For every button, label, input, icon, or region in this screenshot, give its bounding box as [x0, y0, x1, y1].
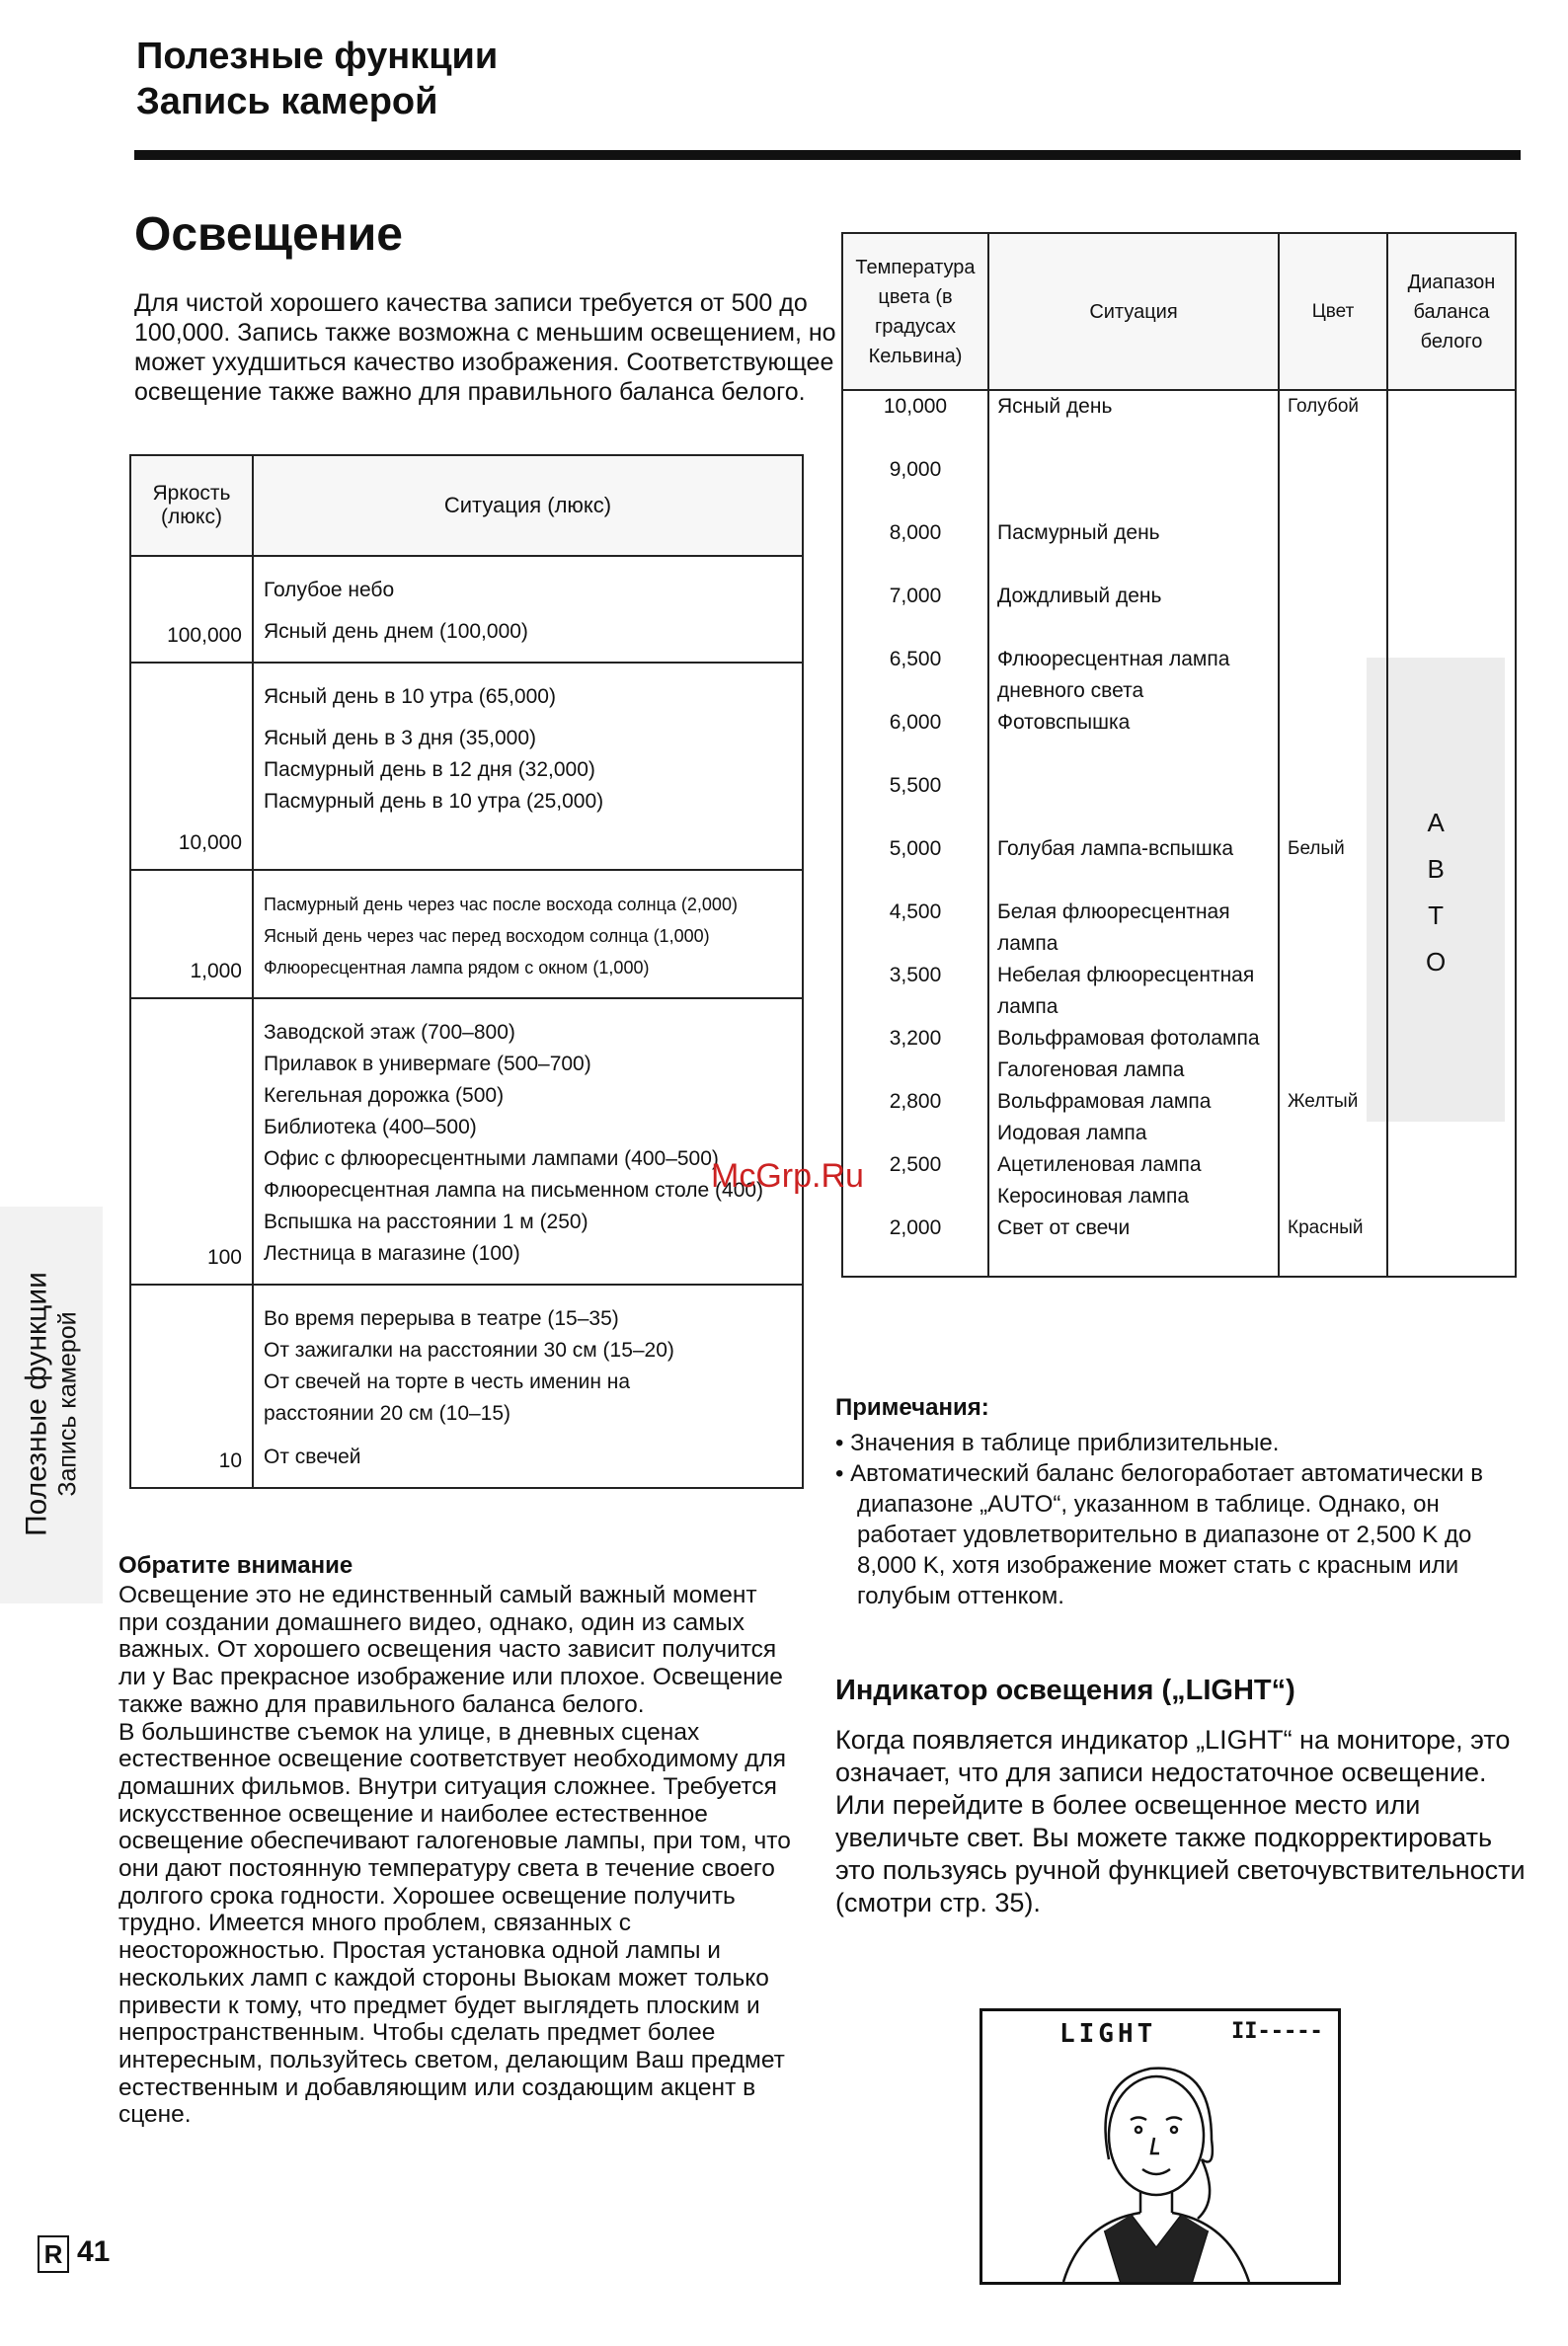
situation-line: Офис с флюоресцентными лампами (400–500) — [264, 1147, 719, 1170]
lux-value: 1,000 — [130, 870, 253, 998]
situation-line: Ясный день в 10 утра (65,000) — [264, 685, 556, 708]
color-value — [1279, 581, 1387, 644]
temperature-value: 8,000 — [842, 517, 988, 581]
attention-text — [118, 1582, 800, 2129]
table-row — [130, 870, 803, 998]
temperature-value: 10,000 — [842, 390, 988, 454]
person-drawing — [982, 2011, 1338, 2282]
temperature-value: 2,500 — [842, 1149, 988, 1212]
range-cell — [1387, 517, 1516, 581]
table-row — [842, 581, 1516, 644]
side-tab-label — [21, 1272, 83, 1536]
intro-paragraph: Для чистой хорошего качества записи требуется от 500 до 100,000. Запись также возможна с меньшим освещением, но может ухудшиться качество изображения. Соответствующее освещение также важно для правильного баланса белого. — [134, 289, 836, 406]
table-row — [842, 1023, 1516, 1086]
indicator-title: Индикатор освещения („LIGHT“) — [835, 1675, 1295, 1706]
color-value — [1279, 517, 1387, 581]
situation-line: От зажигалки на расстоянии 30 см (15–20) — [264, 1339, 674, 1362]
color-value: Белый — [1279, 833, 1387, 897]
table-row — [842, 1212, 1516, 1277]
situation-line: Ясный день через час перед восходом солнца (1,000) — [264, 926, 710, 946]
kelvin-situation-value: Вольфрамовая фотолампа Галогеновая лампа — [988, 1023, 1279, 1086]
lux-header: Яркость (люкс) — [130, 455, 253, 556]
color-value — [1279, 454, 1387, 517]
range-cell — [1387, 390, 1516, 454]
kelvin-situation-value: Ацетиленовая лампа Керосиновая лампа — [988, 1149, 1279, 1212]
header-line-2: Запись камерой — [136, 81, 438, 122]
situation-cell — [253, 870, 803, 998]
kelvin-situation-value: Ясный день — [988, 390, 1279, 454]
situation-cell — [253, 1285, 803, 1488]
range-header: Диапазон баланса белого — [1387, 233, 1516, 390]
temperature-value: 6,000 — [842, 707, 988, 770]
temperature-value: 3,500 — [842, 960, 988, 1023]
range-cell — [1387, 1149, 1516, 1212]
range-cell — [1387, 833, 1516, 897]
table-row — [130, 998, 803, 1285]
side-tab-line-1: Полезные функции — [20, 1272, 53, 1536]
situation-line: От свечей — [264, 1446, 361, 1468]
temperature-value: 2,800 — [842, 1086, 988, 1149]
header-line-1: Полезные функции — [136, 36, 499, 77]
table-row — [842, 707, 1516, 770]
situation-line: Кегельная дорожка (500) — [264, 1084, 505, 1107]
temperature-value: 2,000 — [842, 1212, 988, 1277]
color-value — [1279, 897, 1387, 960]
color-value: Красный — [1279, 1212, 1387, 1277]
note-item: • Значения в таблице приблизительные. — [835, 1430, 1280, 1456]
color-value — [1279, 707, 1387, 770]
range-cell — [1387, 1023, 1516, 1086]
table-row — [842, 833, 1516, 897]
situation-line: Флюоресцентная лампа рядом с окном (1,000) — [264, 958, 650, 978]
situation-line: Библиотека (400–500) — [264, 1116, 477, 1138]
temperature-value: 7,000 — [842, 581, 988, 644]
situation-line: Ясный день днем (100,000) — [264, 620, 528, 643]
language-mark: R — [38, 2235, 69, 2273]
note-item: • Автоматический баланс белогоработает автоматически в диапазоне „AUTO“, указанном в таблице. Однако, он работает удовлетворительно в диапазоне от 2,500 K до 8,000 K, хотя изображение может стать с красным или голубым оттенком. — [835, 1460, 1484, 1609]
table-row — [842, 517, 1516, 581]
situation-line: Пасмурный день в 10 утра (25,000) — [264, 790, 604, 813]
auto-letter: Т — [1428, 900, 1445, 930]
attention-paragraph: Освещение это не единственный самый важный момент при создании домашнего видео, однако, один из самых важных. От хорошего освещения часто зависит получится ли у Вас прекрасное изображение или плохое. Освещение также важно для правильного баланса белого. — [118, 1582, 783, 1718]
table-row — [842, 1086, 1516, 1149]
table-row — [130, 1285, 803, 1488]
kelvin-situation-value: Дождливый день — [988, 581, 1279, 644]
kelvin-situation-value: Свет от свечи — [988, 1212, 1279, 1277]
lux-value: 10 — [130, 1285, 253, 1488]
table-row — [842, 644, 1516, 707]
kelvin-situation-value — [988, 454, 1279, 517]
kelvin-situation-value: Небелая флюоресцентная лампа — [988, 960, 1279, 1023]
situation-cell — [253, 556, 803, 663]
table-row — [842, 897, 1516, 960]
situation-cell — [253, 663, 803, 870]
situation-line: Вспышка на расстоянии 1 м (250) — [264, 1211, 588, 1233]
temperature-value: 4,500 — [842, 897, 988, 960]
temperature-value: 5,000 — [842, 833, 988, 897]
table-row — [842, 390, 1516, 454]
range-cell — [1387, 644, 1516, 707]
lux-table — [129, 454, 804, 1489]
situation-line: От свечей на торте в честь именин на расстоянии 20 см (10–15) — [264, 1370, 631, 1425]
lux-value: 100 — [130, 998, 253, 1285]
situation-line: Голубое небо — [264, 579, 395, 601]
color-value — [1279, 644, 1387, 707]
side-tab-line-2: Запись камерой — [53, 1311, 82, 1497]
kelvin-situation-value: Пасмурный день — [988, 517, 1279, 581]
temperature-header: Температура цвета (в градусах Кельвина) — [842, 233, 988, 390]
range-cell — [1387, 454, 1516, 517]
range-cell — [1387, 1086, 1516, 1149]
situation-header: Ситуация (люкс) — [253, 455, 803, 556]
lcd-light-indicator: LIGHT — [1059, 2019, 1157, 2049]
kelvin-situation-value: Голубая лампа-вспышка — [988, 833, 1279, 897]
temperature-value: 9,000 — [842, 454, 988, 517]
kelvin-situation-value: Белая флюоресцентная лампа — [988, 897, 1279, 960]
section-title: Освещение — [134, 208, 403, 261]
kelvin-situation-value: Фотовспышка — [988, 707, 1279, 770]
header-rule — [134, 150, 1521, 160]
situation-line: Заводской этаж (700–800) — [264, 1021, 515, 1044]
table-row — [130, 663, 803, 870]
watermark: McGrp.Ru — [711, 1157, 864, 1195]
situation-line: Прилавок в универмаге (500–700) — [264, 1053, 591, 1075]
lux-value: 10,000 — [130, 663, 253, 870]
lux-value: 100,000 — [130, 556, 253, 663]
table-row — [842, 454, 1516, 517]
situation-cell — [253, 998, 803, 1285]
situation-line: Ясный день в 3 дня (35,000) — [264, 727, 537, 749]
notes-title: Примечания: — [835, 1394, 989, 1421]
temperature-value: 6,500 — [842, 644, 988, 707]
range-cell — [1387, 770, 1516, 833]
color-value — [1279, 960, 1387, 1023]
range-cell — [1387, 581, 1516, 644]
auto-letter: А — [1427, 808, 1445, 837]
situation-line: Лестница в магазине (100) — [264, 1242, 520, 1265]
color-value: Голубой — [1279, 390, 1387, 454]
auto-range-label — [1426, 800, 1446, 985]
table-row — [842, 960, 1516, 1023]
color-value — [1279, 1023, 1387, 1086]
auto-letter: В — [1427, 854, 1445, 884]
attention-paragraph: В большинстве съемок на улице, в дневных сценах естественное освещение соответствует необходимому для домашних фильмов. Внутри ситуация сложнее. Требуется искусственное освещение и наиболее естественное освещение обеспечивают галогеновые лампы, при том, что они дают постоянную температуру света в течение своего долгого срока годности. Хорошее освещение получить трудно. Имеется много проблем, связанных с неосторожностью. Простая установка одной лампы и нескольких ламп с каждой стороны Выокам может только привести к тому, что предмет будет выглядеть плоским и непространственным. Чтобы сделать предмет более интересным, пользуйтесь светом, делающим Ваш предмет естественным и добавляющим или создающим акцент в сцене. — [118, 1718, 791, 2129]
kelvin-situation-value — [988, 770, 1279, 833]
auto-letter: О — [1426, 947, 1447, 977]
range-cell — [1387, 1212, 1516, 1277]
range-cell — [1387, 707, 1516, 770]
lcd-level-bar: II----- — [1231, 2019, 1323, 2044]
range-cell — [1387, 960, 1516, 1023]
kelvin-situation-value: Вольфрамовая лампа Иодовая лампа — [988, 1086, 1279, 1149]
color-value — [1279, 1149, 1387, 1212]
table-row — [842, 770, 1516, 833]
monitor-illustration — [980, 2008, 1341, 2285]
kelvin-table — [841, 232, 1517, 1278]
kelvin-situation-header: Ситуация — [988, 233, 1279, 390]
temperature-value: 5,500 — [842, 770, 988, 833]
indicator-text: Когда появляется индикатор „LIGHT“ на мониторе, это означает, что для записи недостаточное освещение. Или перейдите в более освещенное место или увеличьте свет. Вы можете также подкорректировать это пользуясь ручной функцией светочувствительности (смотри стр. 35). — [835, 1725, 1526, 1917]
color-value — [1279, 770, 1387, 833]
attention-title: Обратите внимание — [118, 1552, 353, 1579]
situation-line: Пасмурный день через час после восхода солнца (2,000) — [264, 895, 738, 914]
page-number: 41 — [77, 2235, 111, 2268]
notes-list — [835, 1428, 1527, 1611]
page-header — [136, 34, 498, 124]
situation-line: Во время перерыва в театре (15–35) — [264, 1307, 619, 1330]
range-cell — [1387, 897, 1516, 960]
situation-line: Флюоресцентная лампа на письменном столе (400) — [264, 1179, 764, 1202]
situation-line: Пасмурный день в 12 дня (32,000) — [264, 758, 595, 781]
table-row — [130, 556, 803, 663]
temperature-value: 3,200 — [842, 1023, 988, 1086]
table-row — [842, 1149, 1516, 1212]
color-value: Желтый — [1279, 1086, 1387, 1149]
kelvin-situation-value: Флюоресцентная лампа дневного света — [988, 644, 1279, 707]
color-header: Цвет — [1279, 233, 1387, 390]
